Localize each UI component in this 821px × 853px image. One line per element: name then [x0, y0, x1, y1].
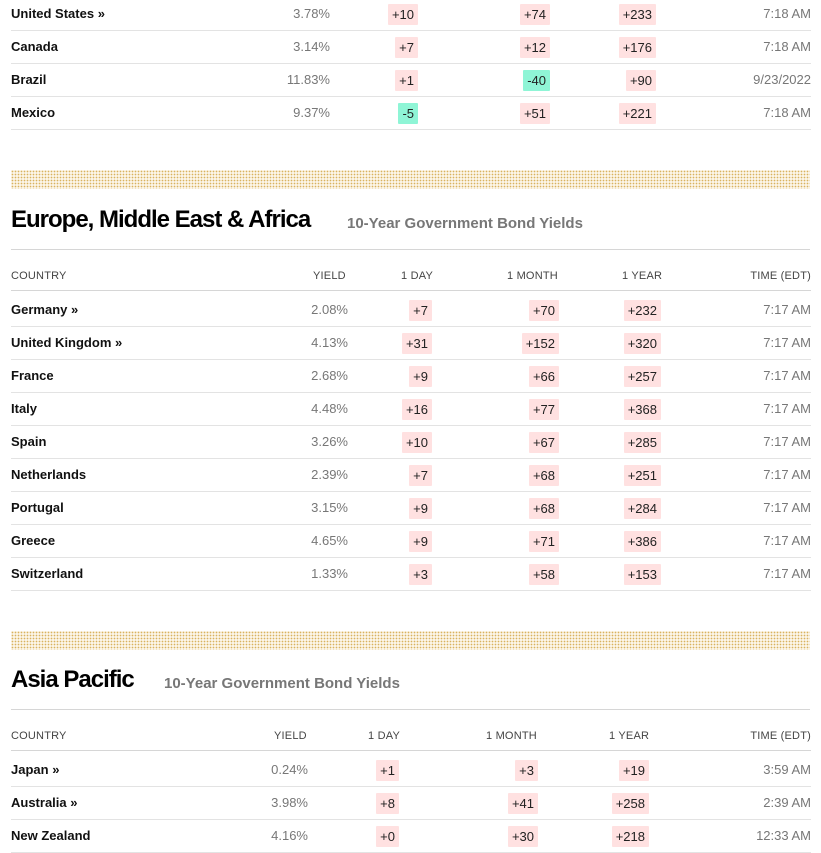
table-row [11, 525, 811, 558]
change-1day: +31 [402, 333, 432, 354]
country-name: Canada [11, 39, 58, 54]
change-1day: +8 [376, 793, 399, 814]
table-row [11, 360, 811, 393]
yield-value: 4.16% [271, 828, 308, 843]
country-name: New Zealand [11, 828, 91, 843]
change-1day: +7 [409, 465, 432, 486]
time-value: 7:18 AM [763, 6, 811, 21]
table-row [11, 294, 811, 327]
change-1month: +71 [529, 531, 559, 552]
time-value: 7:17 AM [763, 500, 811, 515]
change-1year: +284 [624, 498, 661, 519]
change-1month: +58 [529, 564, 559, 585]
yield-value: 4.65% [311, 533, 348, 548]
section-rule [11, 709, 810, 710]
time-value: 7:18 AM [763, 105, 811, 120]
yield-value: 1.33% [311, 566, 348, 581]
table-row [11, 97, 811, 130]
time-value: 7:18 AM [763, 39, 811, 54]
country-name: Mexico [11, 105, 56, 120]
table-row [11, 787, 811, 820]
change-1year: +218 [612, 826, 649, 847]
table-row [11, 459, 811, 492]
section-rule [11, 249, 810, 250]
country-name[interactable]: United Kingdom » [11, 327, 122, 359]
change-1month: +68 [529, 465, 559, 486]
country-name: Netherlands [11, 467, 87, 482]
change-1day: +1 [376, 760, 399, 781]
change-1year: +233 [619, 4, 656, 25]
time-value: 7:17 AM [763, 335, 811, 350]
yield-value: 3.26% [311, 434, 348, 449]
time-value: 7:17 AM [763, 368, 811, 383]
table-row [11, 426, 811, 459]
change-1year: +176 [619, 37, 656, 58]
table-row [11, 558, 811, 591]
country-name: Greece [11, 533, 56, 548]
change-1day: +9 [409, 531, 432, 552]
yield-value: 2.39% [311, 467, 348, 482]
section-subtitle-emea: 10-Year Government Bond Yields [347, 215, 583, 232]
change-1month: +70 [529, 300, 559, 321]
time-value: 2:39 AM [763, 795, 811, 810]
change-1year: +251 [624, 465, 661, 486]
section-divider [11, 631, 810, 650]
section-subtitle-apac: 10-Year Government Bond Yields [164, 675, 400, 692]
change-1year: +368 [624, 399, 661, 420]
col-header-1day: 1 DAY [401, 270, 433, 282]
table-row [11, 64, 811, 97]
table-row [11, 393, 811, 426]
change-1day: -5 [398, 103, 418, 124]
change-1month: +3 [515, 760, 538, 781]
time-value: 7:17 AM [763, 434, 811, 449]
col-header-1day: 1 DAY [368, 730, 400, 742]
change-1month: +30 [508, 826, 538, 847]
change-1month: +12 [520, 37, 550, 58]
time-value: 7:17 AM [763, 302, 811, 317]
yield-value: 9.37% [293, 105, 330, 120]
col-header-yield: YIELD [274, 730, 307, 742]
change-1day: +10 [402, 432, 432, 453]
yield-value: 3.15% [311, 500, 348, 515]
change-1year: +386 [624, 531, 661, 552]
col-header-country: COUNTRY [11, 270, 67, 282]
change-1day: +1 [395, 70, 418, 91]
change-1month: +51 [520, 103, 550, 124]
country-name: Italy [11, 401, 38, 416]
col-header-1year: 1 YEAR [609, 730, 650, 742]
change-1month: -40 [523, 70, 550, 91]
change-1month: +66 [529, 366, 559, 387]
change-1month: +67 [529, 432, 559, 453]
change-1day: +10 [388, 4, 418, 25]
change-1day: +7 [395, 37, 418, 58]
change-1month: +152 [522, 333, 559, 354]
table-row [11, 754, 811, 787]
yield-value: 2.08% [311, 302, 348, 317]
country-name: Switzerland [11, 566, 84, 581]
time-value: 3:59 AM [763, 762, 811, 777]
change-1year: +320 [624, 333, 661, 354]
section-divider [11, 170, 810, 189]
change-1year: +19 [619, 760, 649, 781]
yield-value: 11.83% [286, 72, 330, 87]
col-header-time: TIME (EDT) [750, 270, 811, 282]
change-1month: +77 [529, 399, 559, 420]
country-name[interactable]: Japan » [11, 754, 59, 786]
emea-table-header [11, 263, 811, 291]
change-1month: +68 [529, 498, 559, 519]
col-header-time: TIME (EDT) [750, 730, 811, 742]
change-1day: +9 [409, 498, 432, 519]
table-row [11, 31, 811, 64]
change-1year: +232 [624, 300, 661, 321]
country-name: Spain [11, 434, 47, 449]
time-value: 7:17 AM [763, 401, 811, 416]
col-header-yield: YIELD [313, 270, 346, 282]
country-name: France [11, 368, 54, 383]
yield-value: 4.13% [311, 335, 348, 350]
time-value: 7:17 AM [763, 467, 811, 482]
section-title-emea: Europe, Middle East & Africa [11, 206, 311, 233]
change-1day: +7 [409, 300, 432, 321]
country-name: Portugal [11, 500, 64, 515]
yield-value: 3.14% [293, 39, 330, 54]
change-1year: +90 [626, 70, 656, 91]
table-row [11, 492, 811, 525]
apac-table-header [11, 723, 811, 751]
change-1year: +221 [619, 103, 656, 124]
change-1year: +258 [612, 793, 649, 814]
table-row [11, 327, 811, 360]
col-header-1year: 1 YEAR [622, 270, 663, 282]
change-1year: +153 [624, 564, 661, 585]
yield-value: 3.78% [293, 6, 330, 21]
yield-value: 0.24% [271, 762, 308, 777]
table-row [11, 0, 811, 31]
time-value: 12:33 AM [756, 828, 811, 843]
change-1year: +285 [624, 432, 661, 453]
time-value: 7:17 AM [763, 566, 811, 581]
country-name[interactable]: United States » [11, 0, 105, 30]
change-1day: +0 [376, 826, 399, 847]
country-name: Brazil [11, 72, 47, 87]
yield-value: 2.68% [311, 368, 348, 383]
yield-value: 4.48% [311, 401, 348, 416]
country-name[interactable]: Germany » [11, 294, 78, 326]
change-1day: +16 [402, 399, 432, 420]
country-name[interactable]: Australia » [11, 787, 77, 819]
table-row [11, 820, 811, 853]
yield-value: 3.98% [271, 795, 308, 810]
col-header-1month: 1 MONTH [507, 270, 558, 282]
col-header-1month: 1 MONTH [486, 730, 537, 742]
change-1day: +9 [409, 366, 432, 387]
section-title-apac: Asia Pacific [11, 666, 134, 693]
col-header-country: COUNTRY [11, 730, 67, 742]
time-value: 7:17 AM [763, 533, 811, 548]
change-1day: +3 [409, 564, 432, 585]
change-1month: +74 [520, 4, 550, 25]
change-1month: +41 [508, 793, 538, 814]
change-1year: +257 [624, 366, 661, 387]
time-value: 9/23/2022 [753, 72, 811, 87]
